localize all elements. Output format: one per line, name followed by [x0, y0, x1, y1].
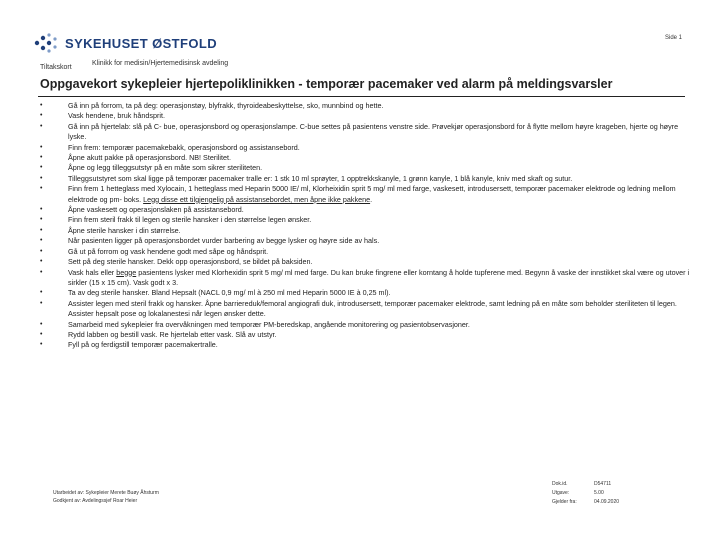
list-item: • Samarbeid med sykepleier fra overvåkningen med temporær PM-beredskap, angående monitorering og pasientobservasjoner. — [40, 320, 690, 330]
list-item: • Vask hals eller begge pasientens lysker med Klorhexidin sprit 5 mg/ ml med farge. Du kan bruke fingrene eller korntang å holde tupferene med. Begynn å vaske der innstikket skal være og utover i sirkler (15 x 15 cm). Vask godt x 3. — [40, 268, 690, 289]
list-item: • Ta av deg sterile hansker. Bland Hepsalt (NACL 0,9 mg/ ml à 250 ml med Heparin 5000 IE à 0,25 ml). — [40, 288, 690, 298]
list-item: • Sett på deg sterile hansker. Dekk opp operasjonsbord, se bildet på baksiden. — [40, 257, 690, 267]
list-item: • Gå inn på forrom, ta på deg: operasjonstøy, blyfrakk, thyroideabeskyttelse, sko, munnbind og hette. — [40, 101, 690, 111]
list-item: • Vask hendene, bruk håndsprit. — [40, 111, 690, 121]
prepared-by: Utarbeidet av: Sykepleier Merete Buøy Åhsturm — [53, 490, 159, 496]
list-item: • Når pasienten ligger på operasjonsbordet vurder barbering av begge lysker og høyre side av hals. — [40, 236, 690, 246]
title-divider — [38, 96, 685, 97]
hospital-logo — [33, 33, 217, 53]
version-value: 5.00 — [594, 490, 604, 496]
department-label: Klinikk for medisin/Hjertemedisinsk avdeling — [92, 60, 229, 67]
list-item: • Åpne akutt pakke på operasjonsbord. NB! Sterilitet. — [40, 153, 690, 163]
list-item: • Finn frem steril frakk til legen og sterile hansker i den størrelse legen ønsker. — [40, 215, 690, 225]
list-item: • Finn frem: temporær pacemakebakk, operasjonsbord og assistansebord. — [40, 143, 690, 153]
list-item: • Åpne og legg tilleggsutstyr på en måte som sikrer steriliteten. — [40, 163, 690, 173]
card-type-label: Tiltakskort — [40, 64, 72, 71]
list-item: • Assister legen med steril frakk og hansker. Åpne barriereduk/femoral angiografi duk, introdusersett, temporær pacemaker elektrode, samt ledning på en måte som beholder steriliteten til legen. Assister hepsalt pose og lokalanestesi når legen ønsker dette. — [40, 299, 690, 320]
doc-id-value: D54711 — [594, 481, 612, 487]
doc-id-label: Dok.id. — [552, 481, 568, 487]
list-item: • Åpne sterile hansker i din størrelse. — [40, 226, 690, 236]
list-item: • Finn frem 1 hetteglass med Xylocain, 1 hetteglass med Heparin 5000 IE/ ml, Klorheixidin sprit 5 mg/ ml med farge, vaskesett, introdusersett, temporær pacemaker elektrode og ledning mellom elektrode og pm- boks. Legg disse ett tilgjengelig på assistansebordet, men åpne ikke pakkene. — [40, 184, 690, 205]
page-title: Oppgavekort sykepleier hjertepoliklinikken - temporær pacemaker ved alarm på meldingsvarsler — [40, 77, 613, 91]
task-list — [40, 101, 690, 351]
list-item: • Gå ut på forrom og vask hendene godt med såpe og håndsprit. — [40, 247, 690, 257]
logo-dots-icon — [33, 33, 59, 53]
valid-from-value: 04.09.2020 — [594, 499, 620, 505]
document-metadata — [552, 480, 619, 507]
approved-by: Godkjent av: Avdelingssjef Roar Heier — [53, 498, 138, 504]
list-item: • Gå inn på hjertelab: slå på C- bue, operasjonsbord og operasjonslampe. C-bue settes på pasientens venstre side. Prøvekjør operasjonsbord for å flytte mellom høyre krageben, hjerte og høyre lyske. — [40, 122, 690, 143]
underlined-instruction: Legg disse ett tilgjengelig på assistansebordet, men åpne ikke pakkene — [143, 194, 371, 204]
list-item: • Fyll på og ferdigstill temporær pacemakertralle. — [40, 340, 690, 350]
list-item: • Tilleggsutstyret som skal ligge på temporær pacemaker tralle er: 1 stk 10 ml sprøyter, 1 opptrekkskanyle, 1 grønn kanyle, 1 blå kanyle, kniv med skaft og sutur. — [40, 174, 690, 184]
logo-text: SYKEHUSET ØSTFOLD — [65, 35, 217, 51]
underlined-word: begge — [116, 267, 137, 277]
list-item: • Rydd labben og bestill vask. Re hjertelab etter vask. Slå av utstyr. — [40, 330, 690, 340]
version-label: Utgave: — [552, 490, 570, 496]
valid-from-label: Gjelder fra: — [552, 499, 577, 505]
list-item: • Åpne vaskesett og operasjonslaken på assistansebord. — [40, 205, 690, 215]
footer-authors — [53, 489, 159, 505]
page-number: Side 1 — [664, 35, 682, 41]
